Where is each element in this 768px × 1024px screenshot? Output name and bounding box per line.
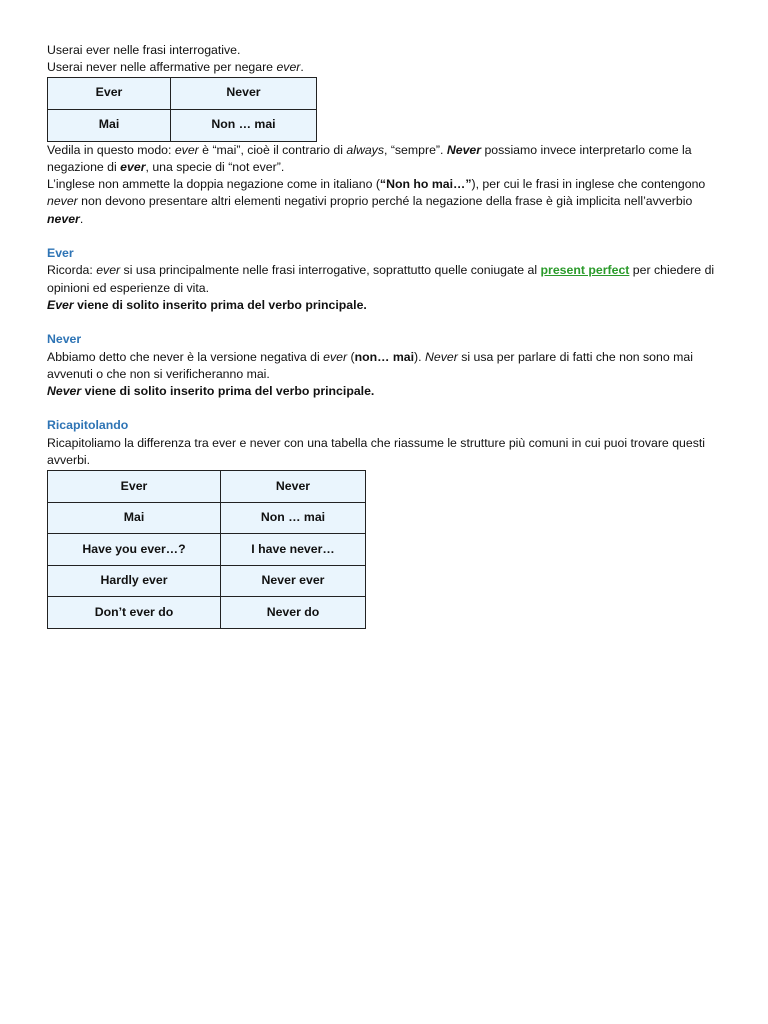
document-page	[47, 42, 727, 629]
table-cell: Never ever	[221, 565, 366, 597]
table-cell: Mai	[48, 502, 221, 534]
explain-paragraph-1: Vedila in questo modo: ever è “mai”, cioè il contrario di always, “sempre”. Never possiamo invece interpretarlo come la negazione di ever, una specie di “not ever”.	[47, 142, 692, 174]
table-cell: Mai	[48, 109, 171, 141]
summary-table-full	[47, 470, 366, 629]
table-cell: Hardly ever	[48, 565, 221, 597]
section-heading-recap: Ricapitolando	[47, 418, 129, 433]
table-cell: Never	[221, 471, 366, 503]
summary-table-small	[47, 77, 317, 142]
table-cell: Ever	[48, 77, 171, 109]
recap-paragraph: Ricapitoliamo la differenza tra ever e never con una tabella che riassume le strutture più comuni in cui puoi trovare questi avverbi.	[47, 435, 706, 468]
never-paragraph: Abbiamo detto che never è la versione negativa di ever (non… mai). Never si usa per parlare di fatti che non sono mai avvenuti o che non si verificheranno mai.	[47, 349, 693, 381]
section-heading-ever: Ever	[47, 246, 74, 261]
table-cell: Non … mai	[221, 502, 366, 534]
intro-line-2: Userai never nelle affermative per negare ever.	[47, 60, 304, 75]
table-cell: Ever	[48, 471, 221, 503]
table-cell: Never do	[221, 597, 366, 629]
table-row	[48, 109, 317, 141]
table-cell: I have never…	[221, 534, 366, 566]
table-cell: Don’t ever do	[48, 597, 221, 629]
intro-line-1: Userai ever nelle frasi interrogative.	[47, 43, 241, 57]
table-cell: Never	[171, 77, 317, 109]
table-row	[48, 597, 366, 629]
table-cell: Have you ever…?	[48, 534, 221, 566]
explain-paragraph-2: L’inglese non ammette la doppia negazione come in italiano (“Non ho mai…”), per cui le frasi in inglese che contengono never non devono presentare altri elementi negativi proprio perché la negazione della frase è già implicita nell’avverbio never.	[47, 177, 706, 226]
ever-paragraph: Ricorda: ever si usa principalmente nelle frasi interrogative, soprattutto quelle coniugate al present perfect per chiedere di opinioni ed esperienze di vita.	[47, 263, 715, 295]
section-heading-never: Never	[47, 332, 82, 347]
table-row	[48, 471, 366, 503]
present-perfect-link[interactable]: present perfect	[540, 263, 630, 278]
table-cell: Non … mai	[171, 109, 317, 141]
table-row	[48, 502, 366, 534]
ever-rule: Ever viene di solito inserito prima del verbo principale.	[47, 297, 367, 312]
table-row	[48, 534, 366, 566]
table-row	[48, 565, 366, 597]
table-row	[48, 77, 317, 109]
never-rule: Never viene di solito inserito prima del verbo principale.	[47, 384, 375, 399]
